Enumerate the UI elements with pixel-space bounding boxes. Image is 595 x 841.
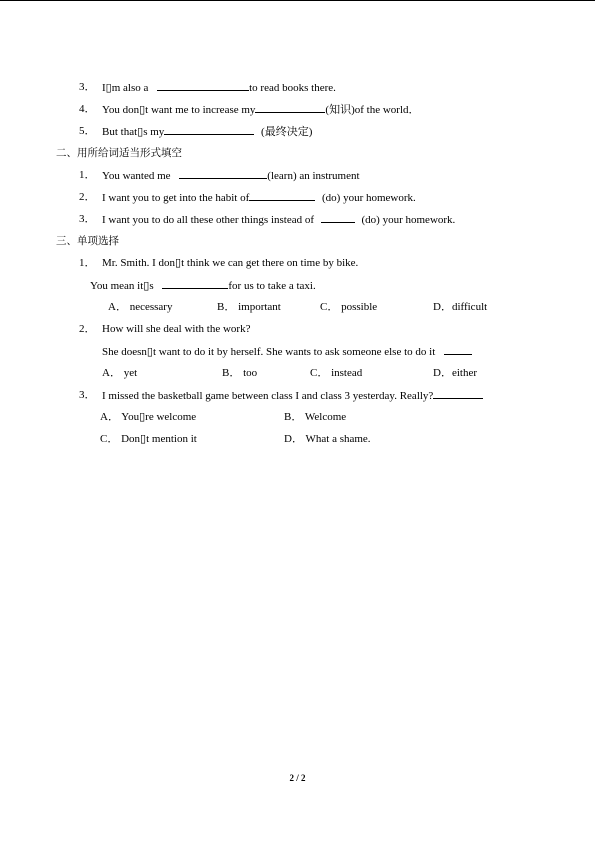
question-text: You mean it▯s — [90, 280, 154, 292]
question-s1-q4 — [102, 102, 420, 117]
question-text: (learn) an instrument — [267, 170, 360, 182]
answer-blank[interactable] — [179, 168, 267, 179]
section-heading: 二、用所给词适当形式填空 — [56, 147, 182, 159]
option-b[interactable]: B． too — [222, 367, 258, 379]
question-number: 5． — [79, 125, 96, 137]
question-s3-q2-line1: How will she deal with the work? — [102, 323, 251, 335]
question-text: I▯m also a — [102, 82, 149, 94]
question-s3-q2-line2 — [102, 344, 472, 359]
answer-blank[interactable] — [164, 124, 254, 135]
question-text: I missed the basketball game between class I and class 3 yesterday. Really? — [102, 390, 434, 402]
question-text: (do) your homework. — [361, 214, 456, 226]
answer-blank[interactable] — [162, 278, 228, 289]
option-a[interactable]: A． necessary — [108, 301, 173, 313]
question-text: (知识)of the world． — [325, 104, 420, 116]
question-number: 1． — [79, 257, 96, 269]
option-c[interactable]: C． possible — [320, 301, 378, 313]
question-s2-q1 — [102, 168, 360, 183]
question-number: 4． — [79, 103, 96, 115]
question-text: You don▯t want me to increase my — [102, 104, 256, 116]
question-number: 3． — [79, 213, 96, 225]
question-text: She doesn▯t want to do it by herself. She wants to ask someone else to do it — [102, 346, 436, 358]
question-s2-q3 — [102, 212, 455, 227]
question-number: 2． — [79, 191, 96, 203]
top-border — [0, 0, 595, 1]
option-d[interactable]: D．either — [433, 367, 477, 379]
question-s3-q1-line2 — [90, 278, 316, 293]
question-text: (最终决定) — [261, 126, 313, 138]
question-s1-q5 — [102, 124, 312, 139]
question-s3-q3-line1 — [102, 388, 483, 403]
question-text: for us to take a taxi. — [228, 280, 316, 292]
section-heading: 三、单项选择 — [56, 235, 119, 247]
answer-blank[interactable] — [249, 190, 315, 201]
question-text: You wanted me — [102, 170, 171, 182]
option-a[interactable]: A． You▯re welcome — [100, 411, 197, 423]
option-d[interactable]: D． What a shame. — [284, 433, 371, 445]
page-number: 2 / 2 — [289, 773, 306, 783]
question-s2-q2 — [102, 190, 416, 205]
answer-blank[interactable] — [255, 102, 325, 113]
question-text: But that▯s my — [102, 126, 165, 138]
answer-blank[interactable] — [321, 212, 355, 223]
option-d[interactable]: D．difficult — [433, 301, 488, 313]
question-s3-q1-line1: Mr. Smith. I don▯t think we can get there on time by bike. — [102, 257, 359, 269]
question-number: 3． — [79, 389, 96, 401]
answer-blank[interactable] — [157, 80, 249, 91]
question-text: to read books there. — [249, 82, 336, 94]
option-a[interactable]: A． yet — [102, 367, 138, 379]
question-number: 3． — [79, 81, 96, 93]
answer-blank[interactable] — [433, 388, 483, 399]
question-text: I want you to do all these other things instead of — [102, 214, 315, 226]
option-c[interactable]: C． Don▯t mention it — [100, 433, 197, 445]
option-b[interactable]: B． important — [217, 301, 281, 313]
answer-blank[interactable] — [444, 344, 472, 355]
question-text: I want you to get into the habit of — [102, 192, 250, 204]
option-b[interactable]: B． Welcome — [284, 411, 347, 423]
question-s1-q3 — [102, 80, 336, 95]
question-number: 1． — [79, 169, 96, 181]
option-c[interactable]: C． instead — [310, 367, 363, 379]
question-text: (do) your homework. — [322, 192, 416, 204]
question-number: 2． — [79, 323, 96, 335]
